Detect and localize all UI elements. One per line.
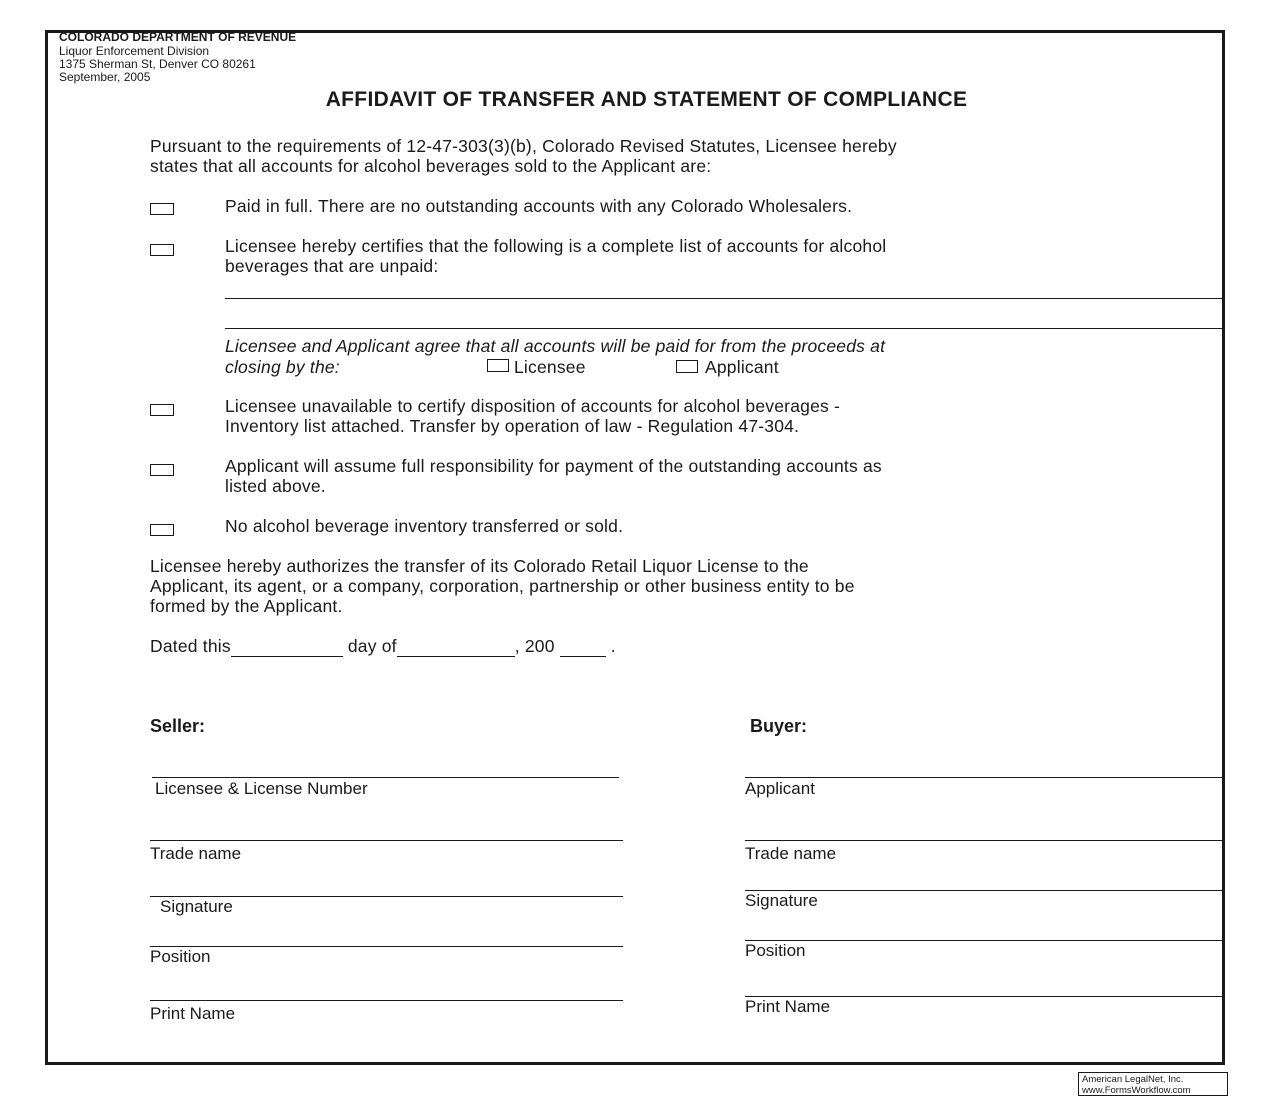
seller-heading: Seller: bbox=[150, 716, 206, 736]
licensee-unavailable-checkbox[interactable] bbox=[150, 404, 174, 416]
buyer-print-name-label: Print Name bbox=[745, 997, 831, 1016]
licensee-unavailable-line-1: Licensee unavailable to certify disposition of accounts for alcohol beverages - bbox=[225, 396, 841, 416]
paid-by-applicant-label: Applicant bbox=[705, 357, 779, 377]
authorization-line-3: formed by the Applicant. bbox=[150, 596, 343, 616]
intro-line-2: states that all accounts for alcohol beverages sold to the Applicant are: bbox=[150, 156, 712, 176]
day-blank[interactable] bbox=[231, 636, 343, 657]
applicant-assumes-line-1: Applicant will assume full responsibility for payment of the outstanding accounts as bbox=[225, 456, 882, 476]
seller-print-name-label: Print Name bbox=[150, 1004, 236, 1023]
buyer-signature-label: Signature bbox=[745, 891, 818, 910]
buyer-trade-name-line[interactable] bbox=[745, 840, 1225, 841]
no-inventory-label: No alcohol beverage inventory transferred or sold. bbox=[225, 516, 624, 536]
seller-position-line[interactable] bbox=[150, 946, 623, 947]
buyer-heading: Buyer: bbox=[750, 716, 808, 736]
dated-period: . bbox=[610, 636, 616, 656]
seller-trade-name-label: Trade name bbox=[150, 844, 242, 863]
agency-name: COLORADO DEPARTMENT OF REVENUE bbox=[59, 30, 297, 44]
applicant-assumes-checkbox[interactable] bbox=[150, 464, 174, 476]
buyer-trade-name-label: Trade name bbox=[745, 844, 837, 863]
buyer-position-line[interactable] bbox=[745, 940, 1225, 941]
unpaid-accounts-entry-line-2[interactable] bbox=[225, 328, 1225, 329]
form-revision-date: September, 2005 bbox=[59, 70, 151, 84]
publisher-name: American LegalNet, Inc. bbox=[1082, 1074, 1184, 1085]
seller-licensee-label: Licensee & License Number bbox=[155, 779, 368, 798]
year-prefix: , 200 bbox=[514, 636, 555, 656]
paid-by-applicant-checkbox[interactable] bbox=[676, 360, 698, 373]
paid-by-licensee-checkbox[interactable] bbox=[487, 359, 509, 372]
agency-address: 1375 Sherman St, Denver CO 80261 bbox=[59, 57, 256, 71]
buyer-applicant-label: Applicant bbox=[745, 779, 815, 798]
year-blank[interactable] bbox=[560, 636, 606, 657]
authorization-line-2: Applicant, its agent, or a company, corporation, partnership or other business entity to be bbox=[150, 576, 855, 596]
seller-licensee-line[interactable] bbox=[152, 777, 619, 778]
buyer-applicant-line[interactable] bbox=[745, 777, 1225, 778]
paid-in-full-label: Paid in full. There are no outstanding accounts with any Colorado Wholesalers. bbox=[225, 196, 853, 216]
unpaid-accounts-entry-line-1[interactable] bbox=[225, 298, 1225, 299]
paid-by-licensee-label: Licensee bbox=[514, 357, 586, 377]
buyer-position-label: Position bbox=[745, 941, 806, 960]
unpaid-accounts-line-2: beverages that are unpaid: bbox=[225, 256, 439, 276]
no-inventory-checkbox[interactable] bbox=[150, 524, 174, 536]
unpaid-accounts-line-1: Licensee hereby certifies that the following is a complete list of accounts for alcohol bbox=[225, 236, 887, 256]
dated-prefix: Dated this bbox=[150, 636, 231, 656]
agreement-line-1: Licensee and Applicant agree that all accounts will be paid for from the proceeds at bbox=[225, 336, 886, 356]
seller-signature-label: Signature bbox=[160, 897, 233, 916]
applicant-assumes-line-2: listed above. bbox=[225, 476, 326, 496]
paid-in-full-checkbox[interactable] bbox=[150, 203, 174, 215]
seller-position-label: Position bbox=[150, 947, 211, 966]
dated-line bbox=[150, 636, 616, 657]
publisher-badge bbox=[1078, 1072, 1228, 1096]
intro-line-1: Pursuant to the requirements of 12-47-303(3)(b), Colorado Revised Statutes, Licensee hereby bbox=[150, 136, 897, 156]
seller-print-name-line[interactable] bbox=[150, 1000, 623, 1001]
unpaid-accounts-checkbox[interactable] bbox=[150, 244, 174, 256]
form-title: AFFIDAVIT OF TRANSFER AND STATEMENT OF COMPLIANCE bbox=[325, 88, 968, 111]
authorization-line-1: Licensee hereby authorizes the transfer of its Colorado Retail Liquor License to the bbox=[150, 556, 809, 576]
month-blank[interactable] bbox=[397, 636, 515, 657]
division-name: Liquor Enforcement Division bbox=[59, 44, 210, 58]
licensee-unavailable-line-2: Inventory list attached. Transfer by operation of law - Regulation 47-304. bbox=[225, 416, 800, 436]
publisher-website: www.FormsWorkflow.com bbox=[1082, 1085, 1191, 1096]
day-of-label: day of bbox=[347, 636, 397, 656]
seller-trade-name-line[interactable] bbox=[150, 840, 623, 841]
agreement-line-2: closing by the: bbox=[225, 357, 340, 377]
